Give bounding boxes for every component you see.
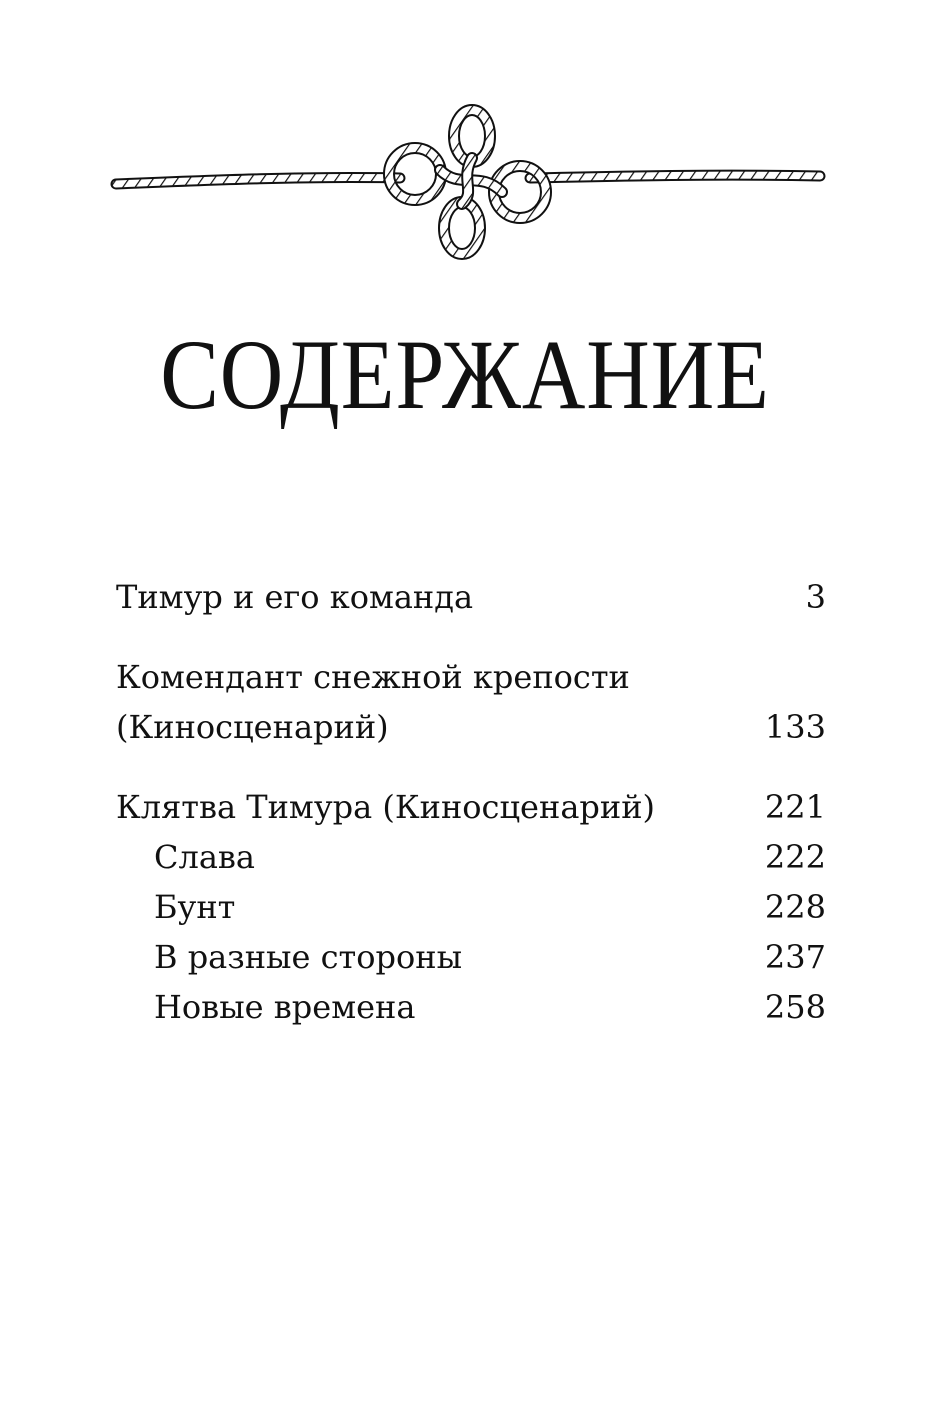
table-of-contents <box>116 572 826 1032</box>
toc-entry-page: 221 <box>764 788 826 826</box>
toc-subentry-label: Слава <box>154 838 255 876</box>
toc-entry-label: Тимур и его команда <box>116 578 474 616</box>
toc-subentry-different-sides <box>116 932 826 982</box>
toc-subentry-label: Новые времена <box>154 988 416 1026</box>
toc-subentry-label: В разные стороны <box>154 938 463 976</box>
toc-entry-label-line: Комендант снежной крепости <box>116 658 630 696</box>
toc-subentry-label: Бунт <box>154 888 236 926</box>
toc-entry-timur-team <box>116 572 826 622</box>
toc-subentry-page: 222 <box>764 838 826 876</box>
page-title: СОДЕРЖАНИЕ <box>160 319 770 430</box>
toc-entry-label: Клятва Тимура (Киносценарий) <box>116 788 656 826</box>
toc-entry-timur-oath <box>116 782 826 832</box>
toc-gap <box>116 622 826 652</box>
toc-subentry-new-times <box>116 982 826 1032</box>
toc-entry-label <box>116 652 630 752</box>
toc-subentry-page: 228 <box>764 888 826 926</box>
toc-entry-snow-fortress <box>116 652 826 752</box>
toc-entry-page: 133 <box>764 708 826 746</box>
toc-subentry-bunt <box>116 882 826 932</box>
toc-subentry-page: 237 <box>764 938 826 976</box>
toc-entry-page: 3 <box>805 578 826 616</box>
toc-entry-label-line: (Киносценарий) <box>116 708 389 746</box>
toc-subentry-page: 258 <box>764 988 826 1026</box>
toc-gap <box>116 752 826 782</box>
toc-subentry-slava <box>116 832 826 882</box>
rope-knot-ornament-icon <box>110 100 826 262</box>
